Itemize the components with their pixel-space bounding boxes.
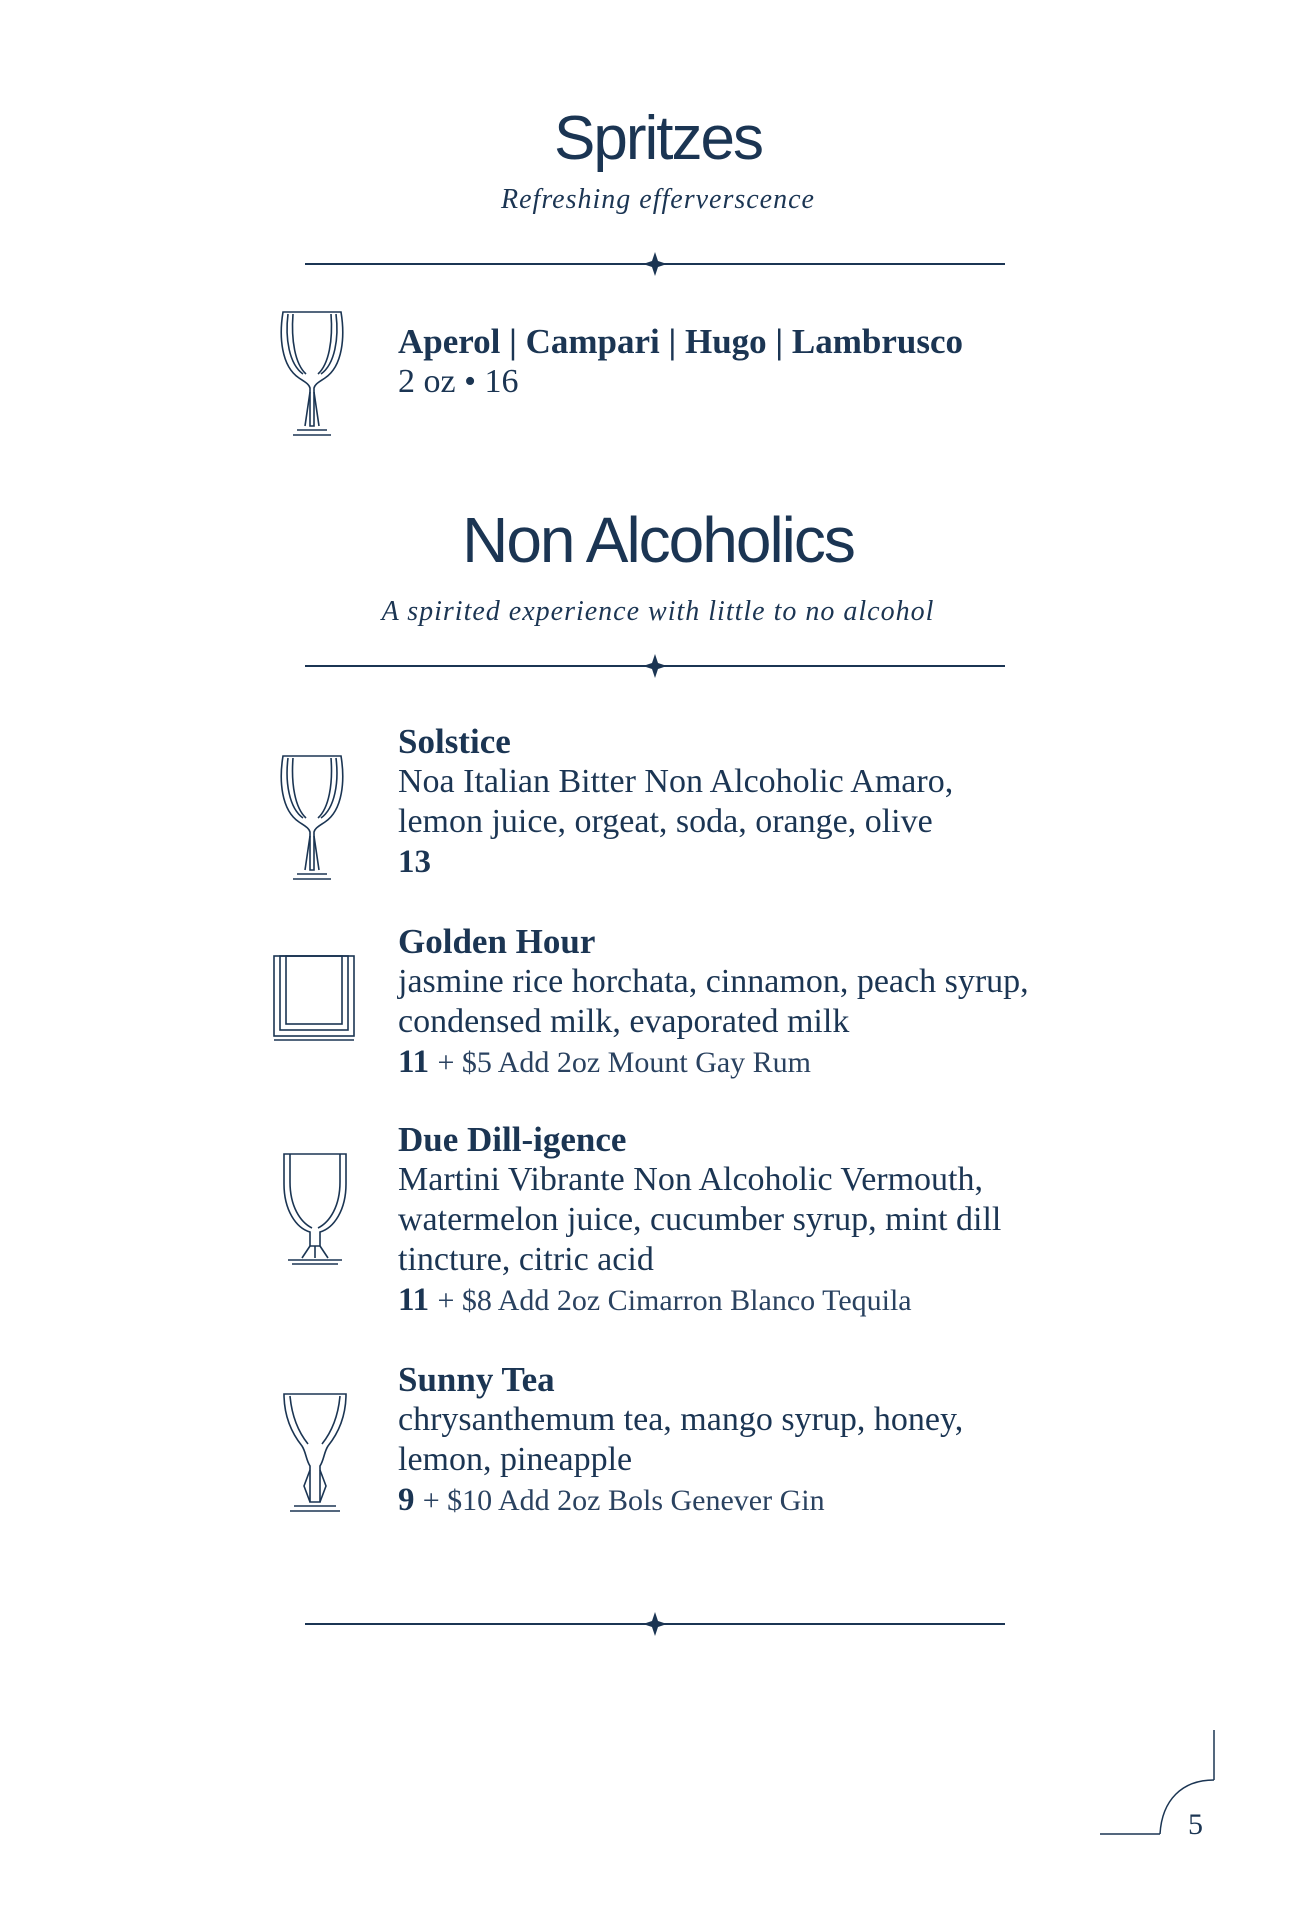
rocks-glass-icon — [270, 952, 360, 1042]
menu-item-sunny-tea — [398, 1360, 1038, 1521]
item-name: Sunny Tea — [398, 1360, 555, 1399]
goblet-glass-icon — [280, 1150, 350, 1270]
divider — [305, 1612, 1005, 1636]
divider — [305, 252, 1005, 276]
item-description: Noa Italian Bitter Non Alcoholic Amaro, lemon juice, orgeat, soda, orange, olive — [398, 763, 954, 840]
addon: + $8 Add 2oz Cimarron Blanco Tequila — [437, 1284, 912, 1317]
price: 13 — [398, 844, 431, 880]
addon: + $10 Add 2oz Bols Genever Gin — [422, 1484, 825, 1517]
divider — [305, 654, 1005, 678]
wine-glass-icon — [277, 308, 347, 440]
item-description: chrysanthemum tea, mango syrup, honey, lemon, pineapple — [398, 1401, 964, 1478]
page-number: 5 — [1188, 1808, 1203, 1841]
item-price — [398, 1280, 1038, 1321]
star-ornament-icon — [643, 1612, 667, 1636]
menu-item-golden-hour — [398, 922, 1038, 1083]
wine-glass-icon — [277, 752, 347, 884]
item-name: Solstice — [398, 722, 511, 761]
non-alcoholics-subtitle: A spirited experience with little to no alcohol — [381, 596, 935, 627]
item-description: jasmine rice horchata, cinnamon, peach syrup, condensed milk, evaporated milk — [398, 963, 1029, 1040]
spritzes-subtitle: Refreshing efferverscence — [501, 184, 815, 215]
menu-item-solstice — [398, 722, 1038, 882]
spritzes-title: Spritzes — [554, 104, 762, 173]
item-price — [398, 1042, 1038, 1083]
price: 9 — [398, 1482, 415, 1518]
item-price — [398, 842, 1038, 882]
spritz-item-name: Aperol | Campari | Hugo | Lambrusco — [398, 322, 963, 361]
menu-item-due-dill-igence — [398, 1120, 1038, 1321]
price: 11 — [398, 1044, 430, 1080]
addon: + $5 Add 2oz Mount Gay Rum — [437, 1046, 812, 1079]
star-ornament-icon — [643, 252, 667, 276]
price: 11 — [398, 1282, 430, 1318]
non-alcoholics-title: Non Alcoholics — [462, 504, 854, 576]
item-name: Golden Hour — [398, 922, 596, 961]
star-ornament-icon — [643, 654, 667, 678]
item-price — [398, 1480, 1038, 1521]
item-name: Due Dill-igence — [398, 1120, 627, 1159]
spritz-item — [398, 322, 1038, 402]
item-description: Martini Vibrante Non Alcoholic Vermouth, watermelon juice, cucumber syrup, mint dill tincture, citric acid — [398, 1161, 1002, 1278]
spritz-item-detail: 2 oz • 16 — [398, 363, 519, 400]
tulip-glass-icon — [280, 1390, 350, 1526]
